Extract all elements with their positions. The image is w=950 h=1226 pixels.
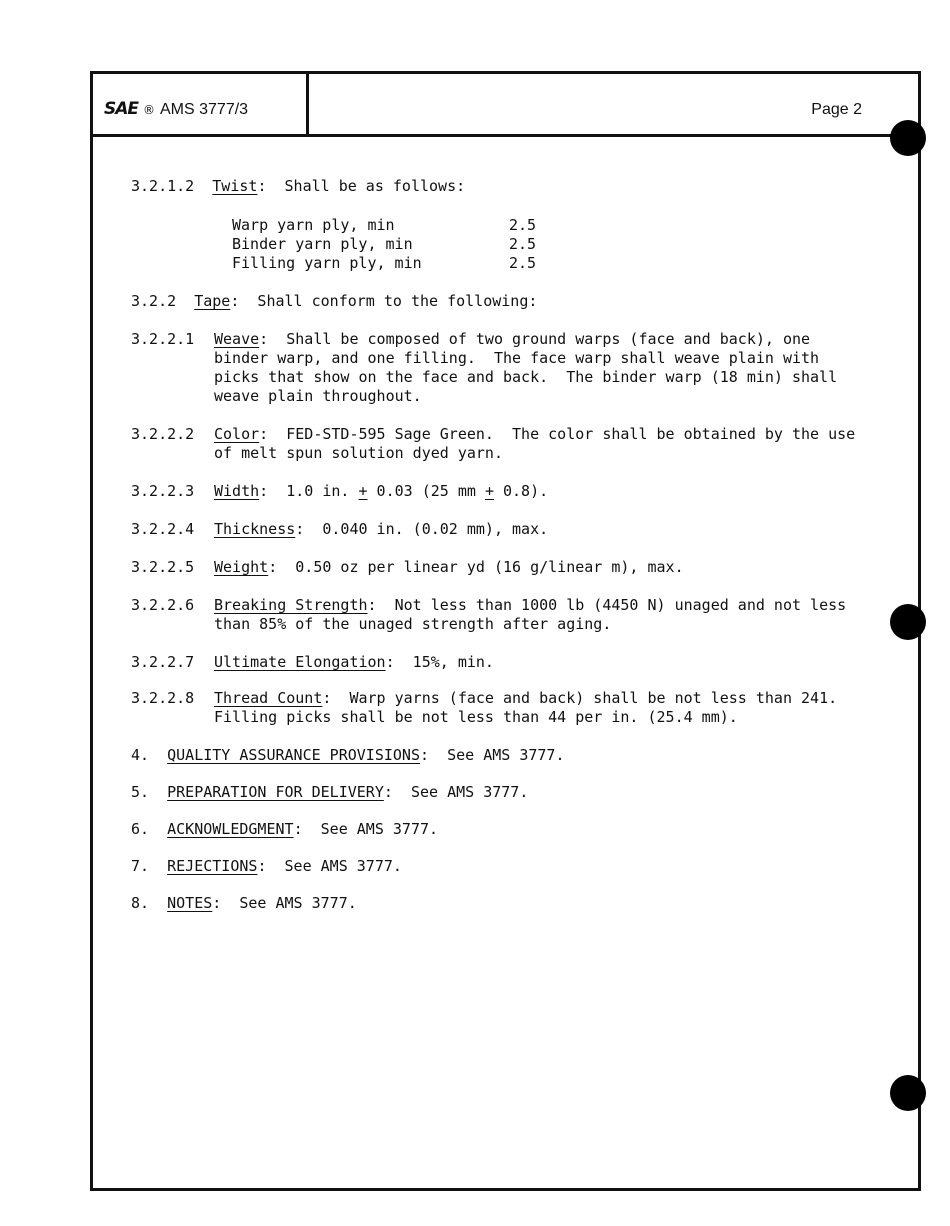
twist-row-value: 2.5: [509, 216, 537, 234]
section-text: of melt spun solution dyed yarn.: [214, 444, 503, 462]
plus-minus-sign: +: [358, 482, 368, 500]
section-number: 3.2.2: [131, 292, 177, 310]
section-number: 7.: [131, 857, 150, 875]
section-acknowledgment: [131, 820, 438, 839]
section-number: 3.2.2.8: [131, 689, 195, 707]
section-title: Thickness: [214, 520, 296, 538]
section-twist: [131, 177, 465, 196]
section-thickness: [214, 520, 548, 539]
section-text: : See AMS 3777.: [257, 857, 402, 875]
section-text: : FED-STD-595 Sage Green. The color shall be obtained by the use: [259, 425, 856, 443]
section-weave: [214, 330, 810, 349]
binder-hole-icon: [890, 1075, 926, 1111]
section-text: : See AMS 3777.: [383, 783, 529, 801]
section-title: Thread Count: [214, 689, 323, 707]
section-breaking-strength: [214, 596, 846, 615]
section-width: Width: 1.0 in. + 0.03 (25 mm + 0.8).: [214, 482, 549, 500]
twist-row-label: Warp yarn ply, min: [232, 216, 395, 234]
section-text: : Not less than 1000 lb (4450 N) unaged and not less: [367, 596, 847, 614]
section-title: Tape: [194, 292, 231, 310]
section-text: : 0.50 oz per linear yd (16 g/linear m), max.: [268, 558, 684, 576]
plus-minus-sign: +: [484, 482, 494, 500]
section-number: 3.2.2.6: [131, 596, 195, 614]
header-doc-cell: [93, 74, 309, 134]
twist-row-value: 2.5: [509, 254, 537, 272]
section-thread-count: [214, 689, 837, 708]
section-number: 3.2.2.3: [131, 482, 195, 500]
page-header: [93, 74, 918, 137]
section-text: : See AMS 3777.: [420, 746, 565, 764]
section-text: : Shall conform to the following:: [230, 292, 538, 310]
section-text: Filling picks shall be not less than 44 per in. (25.4 mm).: [214, 708, 738, 726]
section-title: Weave: [214, 330, 260, 348]
page-number: Page 2: [811, 101, 862, 118]
section-number: 4.: [131, 746, 150, 764]
binder-hole-icon: [890, 604, 926, 640]
section-title: Twist: [212, 177, 258, 195]
section-number: 5.: [131, 783, 150, 801]
section-text: : Warp yarns (face and back) shall be not less than 241.: [322, 689, 838, 707]
section-color: [214, 425, 855, 444]
section-tape: [131, 292, 537, 311]
section-title: PREPARATION FOR DELIVERY: [167, 783, 384, 801]
section-title: Color: [214, 425, 260, 443]
section-number: 6.: [131, 820, 150, 838]
section-text: : 15%, min.: [385, 653, 494, 671]
section-number: 3.2.2.7: [131, 653, 195, 671]
section-number: 3.2.2.1: [131, 330, 195, 348]
section-title: Breaking Strength: [214, 596, 368, 614]
section-number: 8.: [131, 894, 150, 912]
section-text: : Shall be composed of two ground warps (face and back), one: [259, 330, 811, 348]
section-title: NOTES: [167, 894, 213, 912]
section-number: 3.2.2.2: [131, 425, 195, 443]
twist-row-label: Binder yarn ply, min: [232, 235, 413, 253]
section-number: 3.2.2.4: [131, 520, 195, 538]
sae-logo: SAE: [104, 99, 139, 119]
section-title: Weight: [214, 558, 269, 576]
section-rejections: [131, 857, 402, 876]
section-number: 3.2.2.5: [131, 558, 195, 576]
section-title: REJECTIONS: [167, 857, 258, 875]
section-quality-assurance: [131, 746, 565, 765]
section-weight: [214, 558, 684, 577]
section-preparation: [131, 783, 528, 802]
twist-row-value: 2.5: [509, 235, 537, 253]
section-text: : Shall be as follows:: [257, 177, 466, 195]
section-text: picks that show on the face and back. The binder warp (18 min) shall: [214, 368, 838, 386]
section-text: binder warp, and one filling. The face warp shall weave plain with: [214, 349, 820, 367]
binder-hole-icon: [890, 120, 926, 156]
section-text: weave plain throughout.: [214, 387, 422, 405]
section-title: QUALITY ASSURANCE PROVISIONS: [167, 746, 420, 764]
document-number: AMS 3777/3: [160, 101, 249, 118]
section-title: Width: [214, 482, 260, 500]
twist-row-label: Filling yarn ply, min: [232, 254, 422, 272]
section-text: than 85% of the unaged strength after aging.: [214, 615, 612, 633]
section-notes: [131, 894, 357, 913]
section-text: : 0.040 in. (0.02 mm), max.: [295, 520, 549, 538]
registered-mark: ®: [143, 103, 155, 117]
section-number: 3.2.1.2: [131, 177, 195, 195]
section-elongation: [214, 653, 494, 672]
section-text: : See AMS 3777.: [293, 820, 439, 838]
section-text: : See AMS 3777.: [212, 894, 357, 912]
section-title: ACKNOWLEDGMENT: [167, 820, 294, 838]
section-title: Ultimate Elongation: [214, 653, 386, 671]
